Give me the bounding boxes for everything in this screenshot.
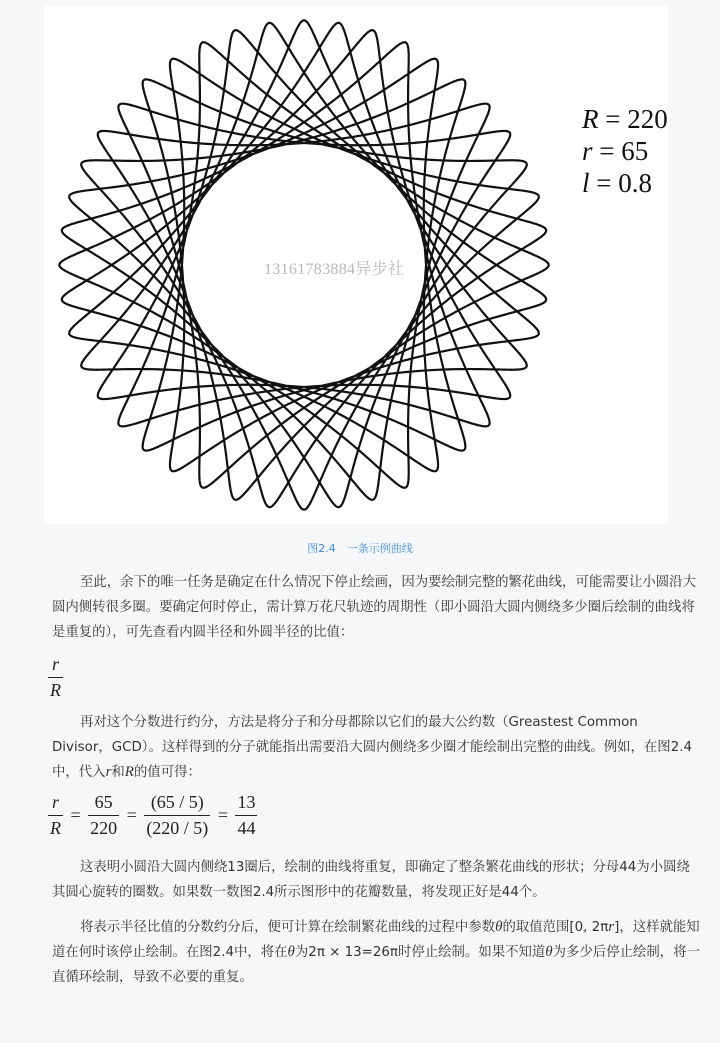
- formula-reduction: $\frac{r}{R}$ = $\frac{65}{220}$ = $\frac{(65 / 5)}{(220 / 5)}$ = $\frac{13}{44}$: [50, 792, 256, 838]
- formula-ratio: [48, 654, 63, 701]
- watermark: 13161783884异步社: [264, 261, 405, 278]
- paragraph-1: 至此，余下的唯一任务是确定在什么情况下停止绘画，因为要绘制完整的繁花曲线，可能需要让小圆沿大圆内侧转很多圈。要确定何时停止，需计算万花尺轨迹的周期性（即小圆沿大圆内侧绕多少圈后绘制的曲线将是重复的），可先查看内圆半径和外圆半径的比值：: [52, 575, 696, 640]
- paragraph-3: 这表明小圆沿大圆内侧绕13圈后，绘制的曲线将重复，即确定了整条繁花曲线的形状；分母44为小圆绕其圆心旋转的圈数。如果数一数图2.4所示图形中的花瓣数量，将发现正好是44个。: [52, 860, 690, 900]
- param-R: R = 220: [582, 104, 668, 134]
- paragraph-2: 再对这个分数进行约分，方法是将分子和分母都除以它们的最大公约数（Greastest Common Divisor，GCD）。这样得到的分子就能指出需要沿大圆内侧绕多少圈才能绘制出完整的曲线。例如，在图2.4中，代入r和R的值可得：: [52, 715, 692, 780]
- param-l: l = 0.8: [582, 168, 652, 198]
- figure-image: [44, 6, 668, 524]
- fraction-r-over-R: $\frac{r}{R}$: [50, 654, 61, 700]
- figure-caption: 图2.4 一条示例曲线: [307, 542, 413, 555]
- param-r: r = 65: [582, 136, 649, 166]
- paragraph-4: 将表示半径比值的分数约分后，便可计算在绘制繁花曲线的过程中参数θ的取值范围[0, 2πr]，这样就能知道在何时该停止绘制。在图2.4中，将在θ为2π × 13=26π时停止绘制。如果不知道θ为多少后停止绘制，将一直循环绘制，导致不必要的重复。: [52, 919, 700, 985]
